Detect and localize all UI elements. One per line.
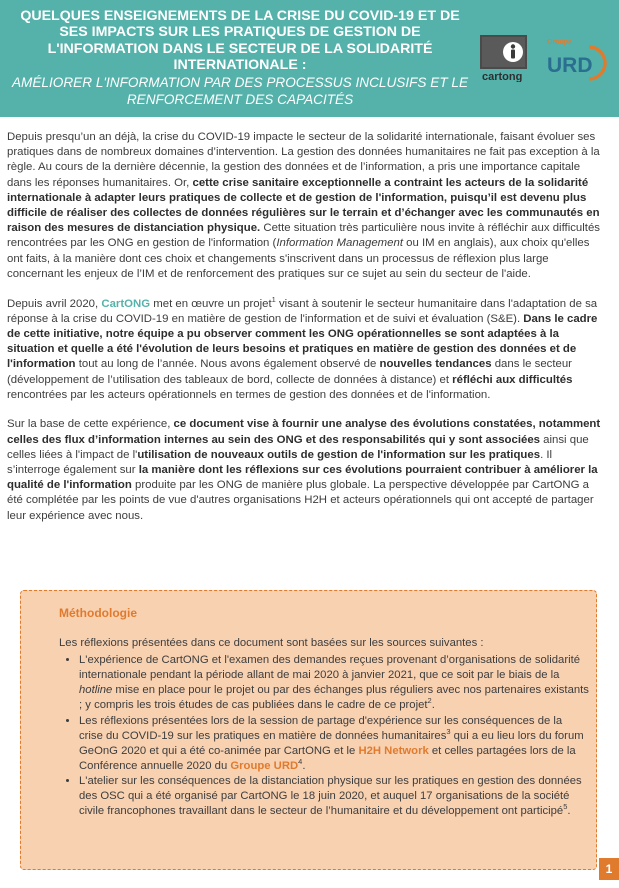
list-item: • Les réflexions présentées lors de la session de partage d'expérience sur les conséquences de la crise du COVID-19 sur les pratiques en matière de données humanitaires$^3$ qui a eu lieu lors du forum GeOnG 2020 et qui a été co-animée par CartONG et le H2H Network et celles partagées lors de la Conférence annuelle 2020 du Groupe URD$^4$. bbox=[79, 714, 589, 774]
purpose-paragraph: Sur la base de cette expérience, ce document vise à fournir une analyse des évolutions constatées, notamment celles des flux d’information internes au sein des ONG et des responsabilités qui y sont associées ainsi que celles liées à l'impact de l'utilisation de nouveaux outils de gestion de l'information sur les pratiques. Il s’interroge également sur la manière dont les réflexions sur ces évolutions pourraient contribuer à améliorer la qualité de l'information produite par les ONG de manière plus globale. La perspective développée par CartONG a été complétée par les points de vue d'autres organisations H2H et acteurs opérationnels qui ont accepté de partager leur expérience avec nous. bbox=[7, 418, 601, 522]
page-title: QUELQUES ENSEIGNEMENTS DE LA CRISE DU COVID-19 ET DE SES IMPACTS SUR LES PRATIQUES DE GESTION DE L'INFORMATION DANS LE SECTEUR DE LA SOLIDARITÉ INTERNATIONALE : bbox=[20, 8, 460, 73]
list-item: • L'expérience de CartONG et l'examen des demandes reçues provenant d’organisations de solidarité internationale pendant la période allant de mai 2020 à janvier 2021, que ce soit par le biais de la hotline mise en place pour le projet ou par des échanges plus réguliers avec nos partenaires existants ; y compris les trois études de cas publiées dans le cadre de ce projet$^2$. bbox=[79, 653, 589, 713]
groupe-urd-logo bbox=[545, 35, 607, 83]
header-banner bbox=[0, 0, 619, 117]
groupe-urd-logo-top: Groupe bbox=[547, 39, 572, 46]
project-paragraph: Depuis avril 2020, CartONG met en œuvre un projet$^1$ visant à soutenir le secteur humanitaire dans l'adaptation de sa réponse à la crise du COVID-19 en matière de gestion de l'information et de suivi et évaluation (S&E). Dans le cadre de cette initiative, notre équipe a pu observer comment les ONG opérationnelles se sont adaptées à la situation et quelle a été l'évolution de leurs besoins et pratiques en matière de gestion des données et de l'information tout au long de l’année. Nous avons également observé de nouvelles tendances dans le secteur (développement de l’utilisation des tableaux de bord, collecte de données à distance) et réfléchi aux difficultés rencontrées par les acteurs opérationnels en termes de gestion des données et de l'information. bbox=[7, 294, 598, 401]
groupe-urd-name: Groupe URD bbox=[230, 759, 299, 772]
methodology-title: Méthodologie bbox=[59, 606, 137, 620]
cartong-name: CartONG bbox=[101, 297, 151, 310]
cartong-logo-text: cartong bbox=[482, 71, 523, 82]
list-item: • L'atelier sur les conséquences de la distanciation physique sur les pratiques en gestion des données des OSC qui a été organisé par CartONG le 18 juin 2020, et auquel 17 organisations de la société civile francophones travaillant dans le secteur de l’humanitaire et du développement ont participé$^5$. bbox=[79, 774, 589, 819]
methodology-list bbox=[59, 653, 589, 819]
page-number: 1 bbox=[599, 858, 619, 880]
page-subtitle: AMÉLIORER L'INFORMATION PAR DES PROCESSUS INCLUSIFS ET LE RENFORCEMENT DES CAPACITÉS bbox=[11, 75, 469, 107]
groupe-urd-logo-text: URD bbox=[547, 54, 593, 77]
footnote-ref-1: 1 bbox=[271, 294, 276, 304]
main-content bbox=[7, 130, 607, 538]
intro-paragraph: Depuis presqu’un an déjà, la crise du COVID-19 impacte le secteur de la solidarité internationale, faisant évoluer ses pratiques dans de nombreux domaines d’intervention. La gestion des données humanitaires ne fait pas exception à la règle. Au cours de la dernière décennie, la gestion des données et de l’information, a pris une importance capitale dans les réponses humanitaires. Or, cette crise sanitaire exceptionnelle a contraint les acteurs de la solidarité internationale à adapter leurs pratiques de collecte et de gestion de l'information, puisqu’il est devenu plus difficile de réaliser des collectes de données régulières sur le terrain et d’échanger avec les communautés en raison des mesures de distanciation physique. Cette situation très particulière nous invite à réfléchir aux difficultés rencontrées par les ONG en gestion de l'information (Information Management ou IM en anglais), aux choix qu'elles ont faits, à la manière dont ces choix et changements s'inscrivent dans un processus de réflexion plus large concernant les enjeux de l’IM et de renforcement des pratiques sur ce sujet au sein du secteur de l'aide. bbox=[7, 131, 600, 280]
cartong-logo bbox=[480, 35, 527, 82]
methodology-intro: Les réflexions présentées dans ce document sont basées sur les sources suivantes : bbox=[59, 637, 484, 650]
h2h-network-name: H2H Network bbox=[358, 744, 429, 757]
methodology-box bbox=[20, 590, 597, 870]
